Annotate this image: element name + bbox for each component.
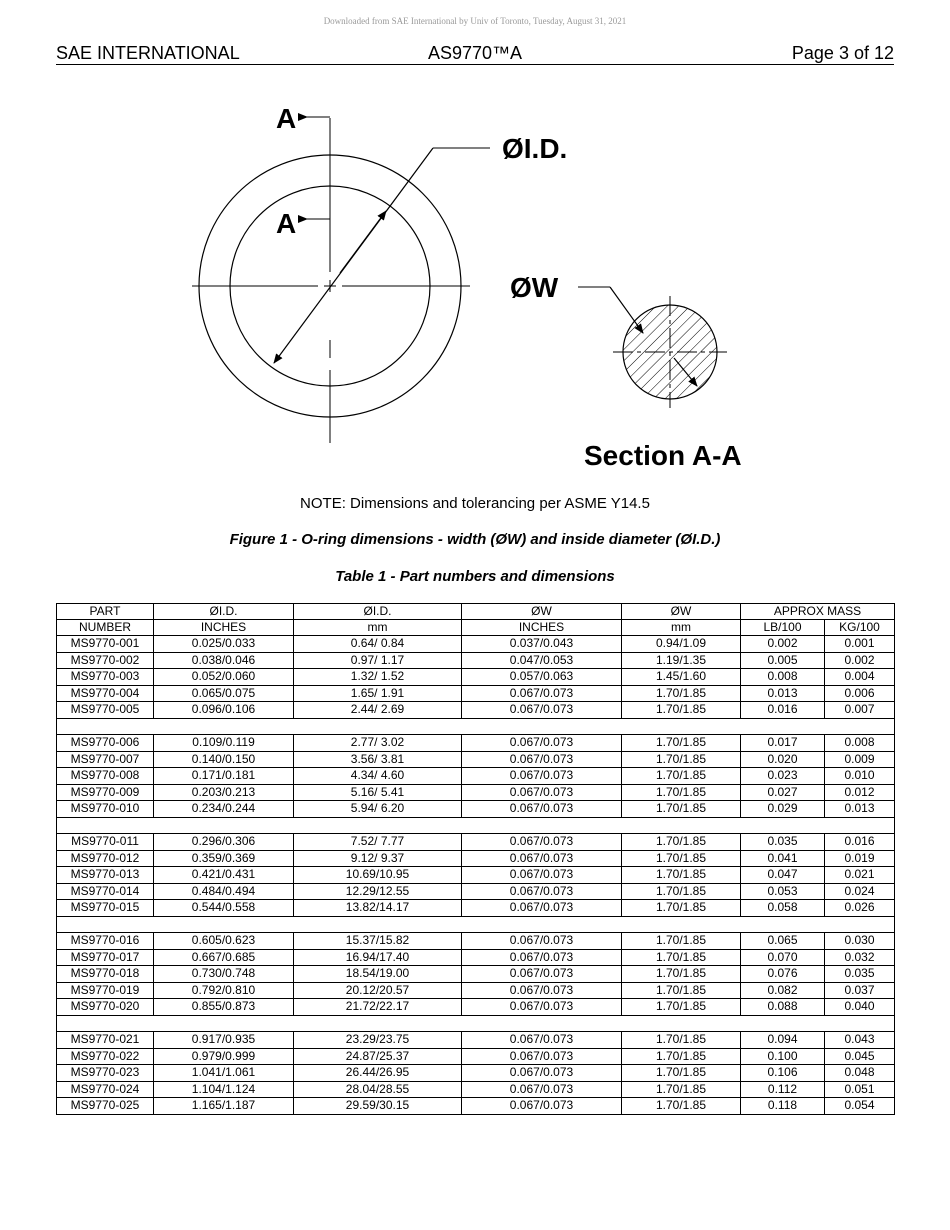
- col-header-w-mm: ØW: [622, 604, 741, 620]
- cell-id-mm: 2.44/ 2.69: [294, 702, 462, 719]
- w-dimension-arrow-top: [610, 287, 643, 333]
- table-row: [57, 784, 895, 801]
- table-row: [57, 768, 895, 785]
- cell-part-number: MS9770-025: [57, 1098, 154, 1115]
- cell-w-mm: 1.70/1.85: [622, 1032, 741, 1049]
- cell-mass-lb: 0.094: [741, 1032, 825, 1049]
- table-row: [57, 1065, 895, 1082]
- cell-mass-lb: 0.035: [741, 834, 825, 851]
- cell-mass-kg: 0.037: [825, 982, 895, 999]
- table-row: [57, 702, 895, 719]
- cell-id-mm: 1.65/ 1.91: [294, 685, 462, 702]
- cell-w-inches: 0.067/0.073: [462, 834, 622, 851]
- cell-id-inches: 0.038/0.046: [154, 652, 294, 669]
- cell-id-mm: 23.29/23.75: [294, 1032, 462, 1049]
- cell-id-inches: 0.140/0.150: [154, 751, 294, 768]
- cell-id-inches: 0.917/0.935: [154, 1032, 294, 1049]
- cell-mass-kg: 0.009: [825, 751, 895, 768]
- cell-mass-lb: 0.002: [741, 636, 825, 653]
- table-row: [57, 652, 895, 669]
- note-text: NOTE: Dimensions and tolerancing per ASME Y14.5: [300, 495, 650, 512]
- cell-w-mm: 1.70/1.85: [622, 933, 741, 950]
- cell-part-number: MS9770-008: [57, 768, 154, 785]
- section-a-a-label: Section A-A: [584, 440, 742, 471]
- cell-id-inches: 0.052/0.060: [154, 669, 294, 686]
- cell-part-number: MS9770-009: [57, 784, 154, 801]
- cell-w-mm: 1.45/1.60: [622, 669, 741, 686]
- cell-w-inches: 0.057/0.063: [462, 669, 622, 686]
- table-header-row-1: [57, 604, 895, 620]
- parts-table-body: [57, 636, 895, 1115]
- cell-part-number: MS9770-020: [57, 999, 154, 1016]
- cell-w-mm: 1.70/1.85: [622, 999, 741, 1016]
- cell-mass-kg: 0.040: [825, 999, 895, 1016]
- table-row: [57, 834, 895, 851]
- cell-mass-lb: 0.106: [741, 1065, 825, 1082]
- cell-mass-lb: 0.065: [741, 933, 825, 950]
- cell-w-inches: 0.067/0.073: [462, 1032, 622, 1049]
- cell-w-mm: 1.70/1.85: [622, 685, 741, 702]
- table-row: [57, 867, 895, 884]
- table-row: [57, 1098, 895, 1115]
- cell-id-inches: 0.096/0.106: [154, 702, 294, 719]
- cell-w-inches: 0.037/0.043: [462, 636, 622, 653]
- table-row: [57, 1081, 895, 1098]
- cell-w-mm: 1.70/1.85: [622, 883, 741, 900]
- cell-w-mm: 1.70/1.85: [622, 1098, 741, 1115]
- cell-w-mm: 1.70/1.85: [622, 702, 741, 719]
- cell-id-inches: 0.203/0.213: [154, 784, 294, 801]
- cell-w-mm: 1.70/1.85: [622, 982, 741, 999]
- cell-id-inches: 0.667/0.685: [154, 949, 294, 966]
- cell-mass-lb: 0.082: [741, 982, 825, 999]
- cell-id-mm: 26.44/26.95: [294, 1065, 462, 1082]
- cell-w-mm: 1.70/1.85: [622, 1048, 741, 1065]
- cell-part-number: MS9770-024: [57, 1081, 154, 1098]
- cell-id-inches: 0.421/0.431: [154, 867, 294, 884]
- table-row: [57, 999, 895, 1016]
- cell-mass-kg: 0.043: [825, 1032, 895, 1049]
- cell-part-number: MS9770-012: [57, 850, 154, 867]
- cell-id-mm: 2.77/ 3.02: [294, 735, 462, 752]
- col-header-id-inches: ØI.D.: [154, 604, 294, 620]
- cell-part-number: MS9770-022: [57, 1048, 154, 1065]
- cell-w-inches: 0.067/0.073: [462, 702, 622, 719]
- table-row: [57, 735, 895, 752]
- cell-id-inches: 0.544/0.558: [154, 900, 294, 917]
- cell-mass-kg: 0.008: [825, 735, 895, 752]
- cell-id-mm: 28.04/28.55: [294, 1081, 462, 1098]
- cell-w-mm: 1.70/1.85: [622, 801, 741, 818]
- cell-w-inches: 0.067/0.073: [462, 1065, 622, 1082]
- table-spacer-row: [57, 1015, 895, 1032]
- cell-part-number: MS9770-016: [57, 933, 154, 950]
- cell-w-inches: 0.067/0.073: [462, 735, 622, 752]
- cell-id-inches: 1.165/1.187: [154, 1098, 294, 1115]
- cell-id-mm: 21.72/22.17: [294, 999, 462, 1016]
- col-header-approx-mass: APPROX MASS: [741, 604, 895, 620]
- cell-mass-kg: 0.045: [825, 1048, 895, 1065]
- table-row: [57, 1048, 895, 1065]
- header-page-number: Page 3 of 12: [791, 43, 894, 63]
- cell-w-mm: 1.70/1.85: [622, 850, 741, 867]
- cell-w-mm: 1.70/1.85: [622, 784, 741, 801]
- cell-id-mm: 16.94/17.40: [294, 949, 462, 966]
- o-ring-figure: [180, 95, 780, 480]
- cell-w-inches: 0.067/0.073: [462, 933, 622, 950]
- cell-id-inches: 0.234/0.244: [154, 801, 294, 818]
- label-a-inner: A: [276, 208, 297, 239]
- cell-mass-kg: 0.048: [825, 1065, 895, 1082]
- cell-mass-kg: 0.010: [825, 768, 895, 785]
- cell-mass-kg: 0.024: [825, 883, 895, 900]
- cell-id-inches: 0.792/0.810: [154, 982, 294, 999]
- cell-id-inches: 0.979/0.999: [154, 1048, 294, 1065]
- cell-part-number: MS9770-011: [57, 834, 154, 851]
- cell-w-mm: 1.70/1.85: [622, 1081, 741, 1098]
- table-row: [57, 669, 895, 686]
- table-row: [57, 636, 895, 653]
- cell-w-inches: 0.067/0.073: [462, 751, 622, 768]
- cell-id-inches: 0.730/0.748: [154, 966, 294, 983]
- table-row: [57, 850, 895, 867]
- cell-id-mm: 0.64/ 0.84: [294, 636, 462, 653]
- cell-id-mm: 18.54/19.00: [294, 966, 462, 983]
- cell-mass-kg: 0.032: [825, 949, 895, 966]
- cell-id-inches: 0.171/0.181: [154, 768, 294, 785]
- cell-id-mm: 9.12/ 9.37: [294, 850, 462, 867]
- cell-id-mm: 5.16/ 5.41: [294, 784, 462, 801]
- cell-id-inches: 0.065/0.075: [154, 685, 294, 702]
- cell-w-mm: 1.70/1.85: [622, 949, 741, 966]
- cell-mass-kg: 0.013: [825, 801, 895, 818]
- cell-mass-lb: 0.118: [741, 1098, 825, 1115]
- cell-mass-lb: 0.041: [741, 850, 825, 867]
- cell-mass-lb: 0.017: [741, 735, 825, 752]
- col-subheader-w-mm: mm: [622, 620, 741, 636]
- cell-w-inches: 0.067/0.073: [462, 1098, 622, 1115]
- cell-w-inches: 0.067/0.073: [462, 999, 622, 1016]
- cell-w-mm: 1.70/1.85: [622, 867, 741, 884]
- cell-mass-kg: 0.004: [825, 669, 895, 686]
- cell-part-number: MS9770-003: [57, 669, 154, 686]
- cell-mass-kg: 0.002: [825, 652, 895, 669]
- cell-mass-kg: 0.007: [825, 702, 895, 719]
- table-row: [57, 933, 895, 950]
- cell-mass-kg: 0.006: [825, 685, 895, 702]
- cell-mass-kg: 0.030: [825, 933, 895, 950]
- cell-part-number: MS9770-017: [57, 949, 154, 966]
- cell-id-mm: 12.29/12.55: [294, 883, 462, 900]
- o-ring-front-view: [192, 117, 490, 443]
- table-row: [57, 982, 895, 999]
- cell-w-inches: 0.067/0.073: [462, 784, 622, 801]
- cell-id-inches: 0.359/0.369: [154, 850, 294, 867]
- table-row: [57, 1032, 895, 1049]
- col-subheader-lb: LB/100: [741, 620, 825, 636]
- col-subheader-id-mm: mm: [294, 620, 462, 636]
- table-row: [57, 883, 895, 900]
- cell-id-mm: 3.56/ 3.81: [294, 751, 462, 768]
- cell-part-number: MS9770-015: [57, 900, 154, 917]
- cell-id-inches: 0.296/0.306: [154, 834, 294, 851]
- table-spacer-row: [57, 916, 895, 933]
- cell-w-inches: 0.067/0.073: [462, 801, 622, 818]
- col-subheader-id-inches: INCHES: [154, 620, 294, 636]
- cell-id-inches: 0.109/0.119: [154, 735, 294, 752]
- cell-part-number: MS9770-007: [57, 751, 154, 768]
- table-row: [57, 801, 895, 818]
- cell-mass-lb: 0.020: [741, 751, 825, 768]
- cell-mass-lb: 0.047: [741, 867, 825, 884]
- cell-mass-lb: 0.100: [741, 1048, 825, 1065]
- cell-mass-lb: 0.027: [741, 784, 825, 801]
- col-subheader-part: NUMBER: [57, 620, 154, 636]
- cell-id-inches: 1.041/1.061: [154, 1065, 294, 1082]
- table-spacer-row: [57, 718, 895, 735]
- cell-w-mm: 1.70/1.85: [622, 900, 741, 917]
- cell-mass-lb: 0.112: [741, 1081, 825, 1098]
- cell-mass-lb: 0.070: [741, 949, 825, 966]
- table-spacer-row: [57, 817, 895, 834]
- cell-w-mm: 1.70/1.85: [622, 735, 741, 752]
- download-notice: Downloaded from SAE International by Univ of Toronto, Tuesday, August 31, 2021: [323, 16, 627, 26]
- cell-mass-lb: 0.088: [741, 999, 825, 1016]
- cell-part-number: MS9770-006: [57, 735, 154, 752]
- cell-w-inches: 0.067/0.073: [462, 867, 622, 884]
- table-row: [57, 685, 895, 702]
- cell-mass-lb: 0.008: [741, 669, 825, 686]
- cell-id-mm: 5.94/ 6.20: [294, 801, 462, 818]
- cell-id-mm: 15.37/15.82: [294, 933, 462, 950]
- cell-w-inches: 0.067/0.073: [462, 1048, 622, 1065]
- cell-mass-kg: 0.016: [825, 834, 895, 851]
- cell-id-inches: 0.484/0.494: [154, 883, 294, 900]
- cell-w-inches: 0.067/0.073: [462, 900, 622, 917]
- cell-id-mm: 4.34/ 4.60: [294, 768, 462, 785]
- cell-part-number: MS9770-021: [57, 1032, 154, 1049]
- cell-part-number: MS9770-023: [57, 1065, 154, 1082]
- cell-mass-lb: 0.053: [741, 883, 825, 900]
- cell-id-mm: 10.69/10.95: [294, 867, 462, 884]
- parts-table: [56, 603, 895, 1115]
- label-a-top: A: [276, 103, 297, 134]
- cell-mass-kg: 0.026: [825, 900, 895, 917]
- label-width: ØW: [510, 272, 559, 303]
- cell-part-number: MS9770-001: [57, 636, 154, 653]
- cell-mass-kg: 0.051: [825, 1081, 895, 1098]
- cell-mass-kg: 0.001: [825, 636, 895, 653]
- table-caption: Table 1 - Part numbers and dimensions: [335, 568, 615, 585]
- page-header: [56, 43, 894, 65]
- cell-w-inches: 0.067/0.073: [462, 1081, 622, 1098]
- cell-mass-kg: 0.019: [825, 850, 895, 867]
- cell-mass-lb: 0.013: [741, 685, 825, 702]
- header-org: SAE INTERNATIONAL: [56, 43, 240, 63]
- cell-w-mm: 1.19/1.35: [622, 652, 741, 669]
- cell-id-mm: 20.12/20.57: [294, 982, 462, 999]
- cell-w-inches: 0.067/0.073: [462, 949, 622, 966]
- header-doc-id: AS9770™A: [427, 43, 523, 63]
- cell-part-number: MS9770-019: [57, 982, 154, 999]
- cell-id-mm: 13.82/14.17: [294, 900, 462, 917]
- col-subheader-kg: KG/100: [825, 620, 895, 636]
- cell-w-mm: 1.70/1.85: [622, 834, 741, 851]
- table-row: [57, 949, 895, 966]
- cell-w-inches: 0.067/0.073: [462, 685, 622, 702]
- cell-w-inches: 0.067/0.073: [462, 850, 622, 867]
- cell-id-mm: 29.59/30.15: [294, 1098, 462, 1115]
- cell-id-mm: 24.87/25.37: [294, 1048, 462, 1065]
- cell-part-number: MS9770-018: [57, 966, 154, 983]
- cell-w-inches: 0.067/0.073: [462, 982, 622, 999]
- cell-mass-lb: 0.076: [741, 966, 825, 983]
- cell-id-inches: 1.104/1.124: [154, 1081, 294, 1098]
- cell-id-mm: 7.52/ 7.77: [294, 834, 462, 851]
- col-header-id-mm: ØI.D.: [294, 604, 462, 620]
- cell-id-inches: 0.605/0.623: [154, 933, 294, 950]
- cell-w-inches: 0.067/0.073: [462, 883, 622, 900]
- cell-part-number: MS9770-002: [57, 652, 154, 669]
- cell-mass-kg: 0.021: [825, 867, 895, 884]
- cell-mass-kg: 0.035: [825, 966, 895, 983]
- cell-mass-kg: 0.054: [825, 1098, 895, 1115]
- col-header-part: PART: [57, 604, 154, 620]
- cell-id-inches: 0.855/0.873: [154, 999, 294, 1016]
- cross-section-view: [578, 287, 727, 408]
- cell-mass-lb: 0.058: [741, 900, 825, 917]
- table-row: [57, 966, 895, 983]
- cell-id-inches: 0.025/0.033: [154, 636, 294, 653]
- cell-part-number: MS9770-010: [57, 801, 154, 818]
- cell-w-inches: 0.067/0.073: [462, 768, 622, 785]
- cell-w-inches: 0.047/0.053: [462, 652, 622, 669]
- cell-mass-lb: 0.016: [741, 702, 825, 719]
- cell-w-mm: 1.70/1.85: [622, 966, 741, 983]
- table-row: [57, 751, 895, 768]
- cell-mass-lb: 0.023: [741, 768, 825, 785]
- cell-mass-lb: 0.029: [741, 801, 825, 818]
- cell-part-number: MS9770-014: [57, 883, 154, 900]
- figure-caption: Figure 1 - O-ring dimensions - width (ØW) and inside diameter (ØI.D.): [229, 531, 721, 548]
- label-inside-diameter: ØI.D.: [502, 133, 568, 164]
- col-subheader-w-inches: INCHES: [462, 620, 622, 636]
- cell-w-inches: 0.067/0.073: [462, 966, 622, 983]
- cell-part-number: MS9770-013: [57, 867, 154, 884]
- table-header-row-2: [57, 620, 895, 636]
- cell-id-mm: 0.97/ 1.17: [294, 652, 462, 669]
- cell-w-mm: 0.94/1.09: [622, 636, 741, 653]
- cell-part-number: MS9770-005: [57, 702, 154, 719]
- col-header-w-inches: ØW: [462, 604, 622, 620]
- cell-id-mm: 1.32/ 1.52: [294, 669, 462, 686]
- cell-w-mm: 1.70/1.85: [622, 751, 741, 768]
- cell-w-mm: 1.70/1.85: [622, 768, 741, 785]
- cell-w-mm: 1.70/1.85: [622, 1065, 741, 1082]
- cell-mass-lb: 0.005: [741, 652, 825, 669]
- cell-mass-kg: 0.012: [825, 784, 895, 801]
- cell-part-number: MS9770-004: [57, 685, 154, 702]
- table-row: [57, 900, 895, 917]
